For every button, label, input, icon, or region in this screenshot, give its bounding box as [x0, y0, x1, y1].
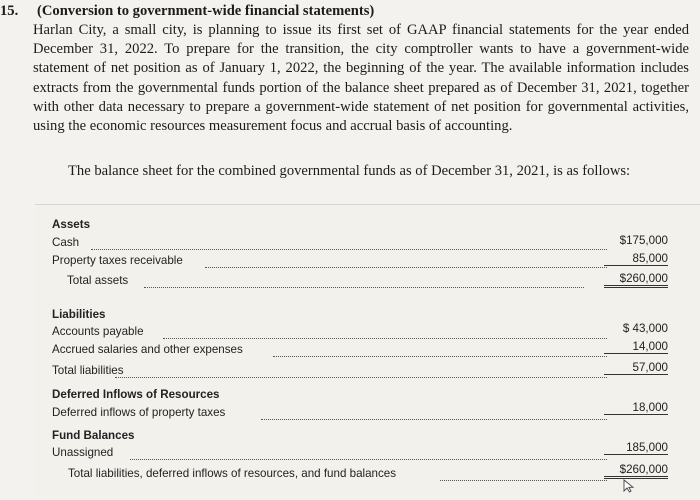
total-liabilities-label: Total liabilities — [52, 364, 124, 377]
leader-dots — [261, 419, 607, 420]
leader-dots — [115, 377, 607, 378]
leader-dots — [273, 356, 607, 357]
deferred-inflows-heading: Deferred Inflows of Resources — [52, 388, 220, 401]
grand-total-label: Total liabilities, deferred inflows of resources, and fund balances — [68, 467, 397, 480]
accounts-payable-value: $ 43,000 — [622, 322, 668, 335]
balance-sheet-panel — [35, 204, 700, 500]
deferred-inflows-value: 18,000 — [604, 401, 668, 415]
total-liabilities-value: 57,000 — [604, 361, 668, 375]
leader-dots — [163, 338, 607, 339]
leader-dots — [205, 267, 607, 268]
leader-dots — [130, 459, 607, 460]
taxes-receivable-label: Property taxes receivable — [52, 254, 183, 267]
cash-value: $175,000 — [619, 234, 668, 247]
unassigned-label: Unassigned — [52, 446, 114, 459]
taxes-receivable-value: 85,000 — [604, 252, 668, 266]
accrued-salaries-label: Accrued salaries and other expenses — [52, 343, 243, 356]
total-assets-value: $260,000 — [604, 272, 668, 288]
cash-label: Cash — [52, 236, 80, 249]
mouse-pointer-icon — [622, 479, 636, 493]
problem-title: (Conversion to government-wide financial statements) — [37, 3, 375, 19]
deferred-inflows-label: Deferred inflows of property taxes — [52, 406, 226, 419]
liabilities-heading: Liabilities — [52, 308, 106, 321]
leader-dots — [440, 480, 607, 481]
total-assets-label: Total assets — [67, 274, 129, 287]
leader-dots — [91, 249, 607, 250]
grand-total-value: $260,000 — [604, 463, 668, 479]
problem-paragraph: Harlan City, a small city, is planning to issue its first set of GAAP financial statements for the year ended December 31, 2022. To prepare for the transition, the city comptroller wants to have a government-wide statement of net position as of January 1, 2022, the beginning of the year. The available information includes extracts from the governmental funds portion of the balance sheet prepared as of December 31, 2021, together with other data necessary to prepare a government-wide statement of net position for governmental activities, using the economic resources measurement focus and accrual basis of accounting. — [33, 22, 689, 135]
balance-sheet-intro: The balance sheet for the combined governmental funds as of December 31, 2021, is as follows: — [68, 163, 631, 179]
problem-number: 15. — [0, 3, 19, 19]
leader-dots — [144, 287, 584, 288]
accrued-salaries-value: 14,000 — [604, 340, 668, 354]
accounts-payable-label: Accounts payable — [52, 325, 144, 338]
fund-balances-heading: Fund Balances — [52, 429, 135, 442]
unassigned-value: 185,000 — [604, 441, 668, 455]
assets-heading: Assets — [52, 218, 91, 231]
